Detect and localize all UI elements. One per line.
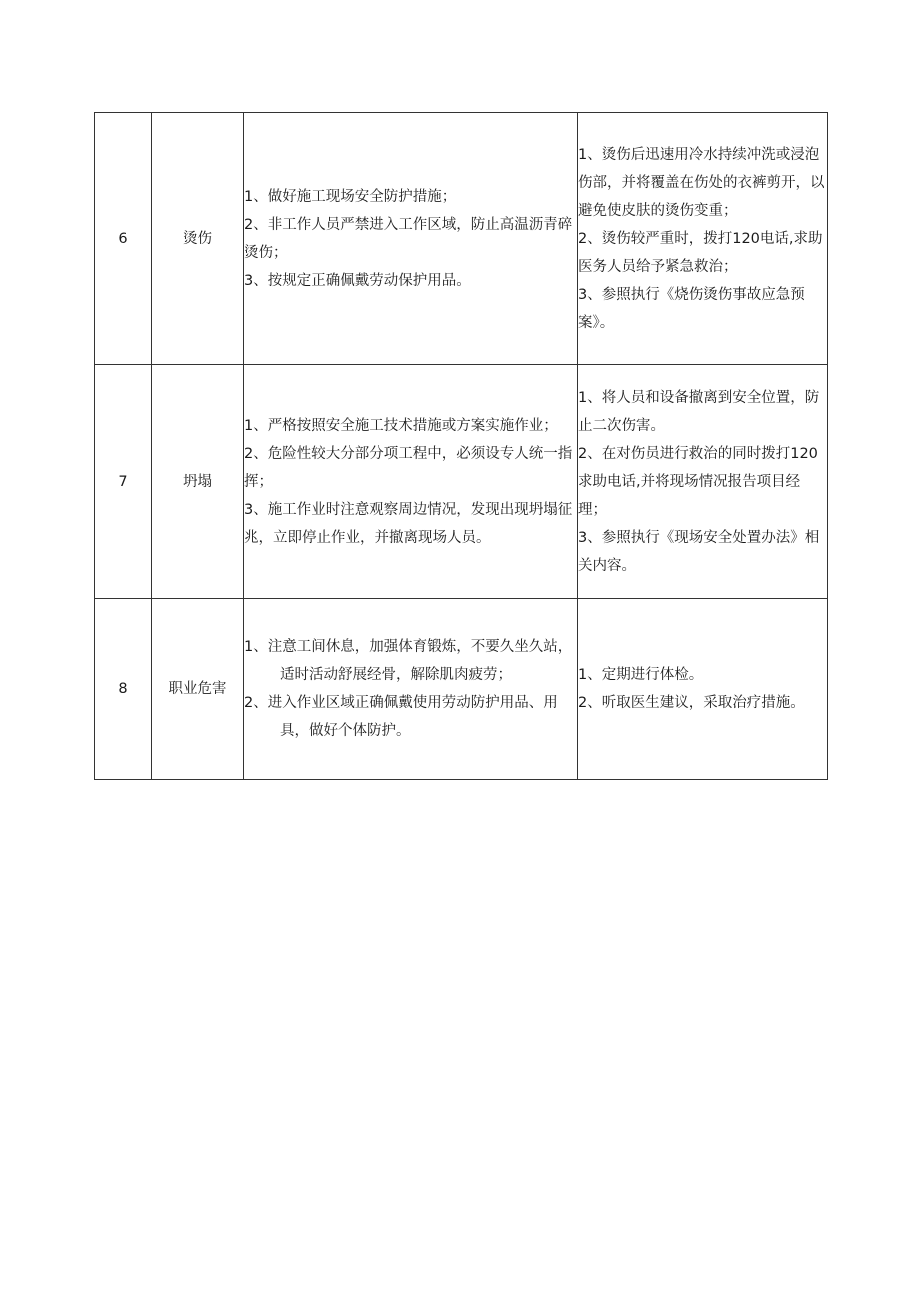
- prevention-measures: [244, 113, 578, 365]
- response-item: 2、听取医生建议，采取治疗措施。: [578, 695, 805, 711]
- table-row: [95, 113, 828, 365]
- measure-item: 1、做好施工现场安全防护措施；: [244, 188, 457, 205]
- measure-item: 2、进入作业区域正确佩戴使用劳动防护用品、用具，做好个体防护。: [244, 695, 558, 739]
- hazard-name: 职业危害: [152, 599, 244, 780]
- measure-item: 2、危险性较大分部分项工程中，必须设专人统一指挥；: [244, 445, 573, 490]
- row-number: 6: [95, 113, 152, 365]
- table-row: [95, 599, 828, 780]
- prevention-measures: [244, 365, 578, 599]
- response-item: 3、参照执行《现场安全处置办法》相关内容。: [578, 529, 820, 574]
- hazard-name: 烫伤: [152, 113, 244, 365]
- risk-table: [94, 112, 828, 780]
- response-item: 3、参照执行《烧伤烫伤事故应急预案》。: [578, 286, 805, 331]
- emergency-response: [578, 113, 828, 365]
- row-number: 8: [95, 599, 152, 780]
- response-item: 2、在对伤员进行救治的同时拨打120求助电话,并将现场情况报告项目经理；: [578, 445, 818, 518]
- prevention-measures: [244, 599, 578, 780]
- response-item: 1、烫伤后迅速用冷水持续冲洗或浸泡伤部，并将覆盖在伤处的衣裤剪开，以避免使皮肤的烫伤变重；: [578, 146, 825, 219]
- hazard-name: 坍塌: [152, 365, 244, 599]
- emergency-response: [578, 365, 828, 599]
- emergency-response: [578, 599, 828, 780]
- table-row: [95, 365, 828, 599]
- measure-item: 3、施工作业时注意观察周边情况，发现出现坍塌征兆，立即停止作业，并撤离现场人员。: [244, 501, 573, 546]
- measure-item: 2、非工作人员严禁进入工作区域，防止高温沥青碎烫伤；: [244, 216, 573, 261]
- response-item: 2、烫伤较严重时，拨打120电话,求助医务人员给予紧急救治；: [578, 230, 823, 275]
- measure-item: 1、严格按照安全施工技术措施或方案实施作业；: [244, 417, 558, 434]
- measure-item: 1、注意工间休息，加强体育锻炼，不要久坐久站，适时活动舒展经骨，解除肌肉疲劳；: [244, 639, 573, 683]
- response-item: 1、定期进行体检。: [578, 667, 704, 683]
- measure-item: 3、按规定正确佩戴劳动保护用品。: [244, 272, 471, 289]
- row-number: 7: [95, 365, 152, 599]
- response-item: 1、将人员和设备撤离到安全位置，防止二次伤害。: [578, 389, 820, 434]
